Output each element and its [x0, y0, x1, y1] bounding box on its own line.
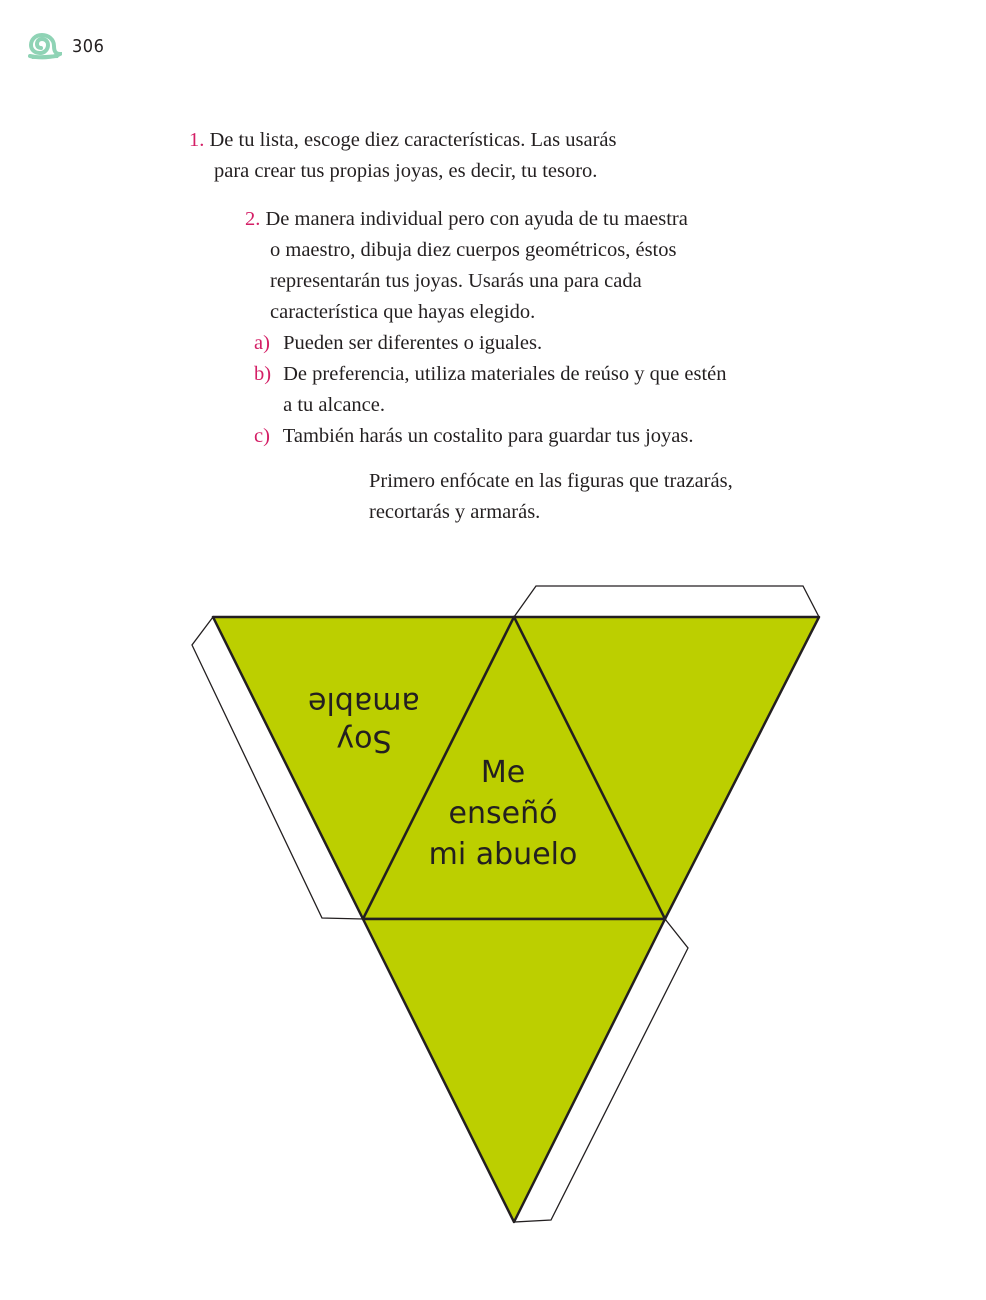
- page-number: 306: [72, 35, 105, 57]
- tetrahedron-net: [0, 560, 986, 1240]
- note-text: recortarás y armarás.: [369, 501, 541, 523]
- subitem-text: También harás un costalito para guardar tus joyas.: [282, 425, 694, 447]
- glue-tab-top: [514, 586, 819, 617]
- subitem-a: [245, 328, 805, 359]
- note-text: Primero enfócate en las figuras que trazarás,: [369, 470, 733, 492]
- label-text: amable: [308, 685, 420, 720]
- subitem-text: a tu alcance.: [283, 394, 385, 416]
- subitem-c: [245, 421, 805, 452]
- note-paragraph: [369, 466, 789, 528]
- instruction-text: característica que hayas elegido.: [270, 301, 536, 323]
- subitem-letter: a): [254, 332, 270, 354]
- instruction-text: representarán tus joyas. Usarás una para cada: [270, 270, 642, 292]
- instruction-text: De manera individual pero con ayuda de tu maestra: [265, 208, 688, 230]
- page-header: [28, 32, 104, 60]
- label-text: Soy: [336, 723, 392, 758]
- instruction-2: [245, 204, 805, 452]
- instruction-text: o maestro, dibuja diez cuerpos geométricos, éstos: [270, 239, 677, 261]
- item-number: 1.: [189, 129, 205, 151]
- subitem-text: Pueden ser diferentes o iguales.: [283, 332, 543, 354]
- snail-icon: [28, 32, 62, 60]
- instruction-text: para crear tus propias joyas, es decir, tu tesoro.: [214, 160, 598, 182]
- instruction-1: [189, 125, 709, 187]
- subitem-letter: b): [254, 363, 272, 385]
- item-number: 2.: [245, 208, 261, 230]
- subitem-text: De preferencia, utiliza materiales de reúso y que estén: [283, 363, 727, 385]
- label-text: mi abuelo: [428, 837, 578, 872]
- label-text: enseñó: [448, 796, 558, 831]
- subitem-b: [245, 359, 805, 390]
- subitem-letter: c): [254, 425, 270, 447]
- subitem-b-cont: [245, 390, 805, 421]
- label-text: Me: [480, 755, 526, 790]
- instruction-text: De tu lista, escoge diez características. Las usarás: [209, 129, 617, 151]
